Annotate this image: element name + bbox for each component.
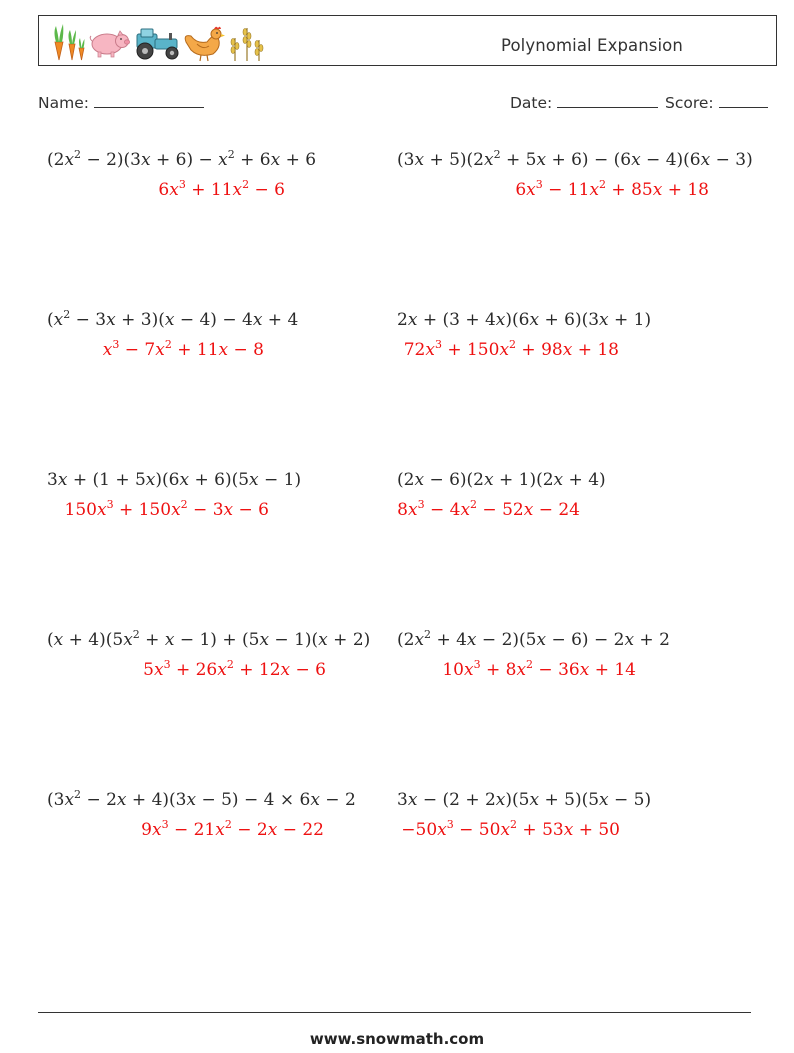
math-exponent: 2 <box>226 658 234 671</box>
math-text: − 8 <box>228 340 264 360</box>
math-text: + 4 <box>262 310 299 330</box>
math-text: − 2)(5 <box>476 630 537 650</box>
math-variable: x <box>599 310 609 330</box>
math-variable: x <box>516 660 527 680</box>
math-variable: x <box>624 630 635 650</box>
math-variable: x <box>153 660 164 680</box>
math-exponent: 3 <box>535 178 543 191</box>
math-text: − 2 <box>81 790 117 810</box>
math-text: − 2)(3 <box>81 150 141 170</box>
math-exponent: 3 <box>112 338 120 351</box>
math-text: + 11 <box>185 180 233 200</box>
math-exponent: 3 <box>161 818 169 831</box>
problem-9-question <box>47 790 356 810</box>
math-text: (2 <box>397 630 415 650</box>
math-variable: x <box>553 470 564 490</box>
farm-clipart <box>45 20 269 63</box>
math-exponent: 2 <box>180 498 188 511</box>
math-text: − 2 <box>319 790 356 810</box>
math-text: (2 <box>47 150 65 170</box>
math-exponent: 2 <box>242 178 250 191</box>
problem-3-answer <box>103 340 264 360</box>
math-text: + 1) <box>608 310 652 330</box>
math-text: − 6)(2 <box>424 470 484 490</box>
math-variable: x <box>495 790 506 810</box>
math-text: 150 <box>64 500 97 520</box>
math-variable: x <box>171 500 181 520</box>
math-variable: x <box>466 630 477 650</box>
math-variable: x <box>414 630 425 650</box>
name-field <box>38 93 204 112</box>
hen-icon <box>185 27 225 61</box>
math-text: − 50 <box>453 820 501 840</box>
math-text: + 6 <box>280 150 317 170</box>
math-text: − 5) <box>608 790 652 810</box>
math-variable: x <box>106 310 116 330</box>
problem-2-answer <box>515 180 709 200</box>
math-text: −50 <box>401 820 438 840</box>
math-text: )(6 <box>155 470 180 490</box>
date-blank[interactable] <box>557 93 658 108</box>
math-text: − 2 <box>231 820 268 840</box>
problem-1-answer <box>158 180 285 200</box>
math-variable: x <box>169 180 179 200</box>
math-text: 2 <box>397 310 408 330</box>
math-variable: x <box>425 340 435 360</box>
math-text: + 6)(3 <box>539 310 600 330</box>
problem-1-question <box>47 150 316 170</box>
math-text: + 6)(5 <box>189 470 250 490</box>
math-text: + 2) <box>327 630 371 650</box>
math-text: − 6 <box>290 660 326 680</box>
math-text: + 8 <box>480 660 517 680</box>
math-text: − 36 <box>533 660 580 680</box>
math-text: + 6) − (6 <box>546 150 632 170</box>
math-text: − 5) − 4 × 6 <box>196 790 311 810</box>
math-text: (3 <box>47 790 65 810</box>
math-variable: x <box>164 310 175 330</box>
math-variable: x <box>500 820 511 840</box>
math-text: 9 <box>141 820 152 840</box>
math-variable: x <box>64 790 75 810</box>
math-variable: x <box>270 150 281 170</box>
math-variable: x <box>495 310 506 330</box>
math-variable: x <box>249 470 259 490</box>
math-text: + 6 <box>234 150 271 170</box>
math-text: − 6) − 2 <box>546 630 625 650</box>
math-text: + 1)(2 <box>493 470 554 490</box>
math-text: ( <box>47 630 54 650</box>
problem-6-question <box>397 470 606 490</box>
math-variable: x <box>529 790 540 810</box>
math-variable: x <box>599 790 609 810</box>
math-variable: x <box>460 500 471 520</box>
tractor-icon <box>137 29 178 59</box>
math-variable: x <box>652 180 663 200</box>
math-variable: x <box>484 150 494 170</box>
math-text: 5 <box>143 660 154 680</box>
math-exponent: 2 <box>599 178 607 191</box>
math-text: + (1 + 5 <box>67 470 146 490</box>
problem-8-question <box>397 630 670 650</box>
math-variable: x <box>223 500 234 520</box>
math-exponent: 3 <box>163 658 171 671</box>
score-field <box>665 93 768 112</box>
math-variable: x <box>145 470 156 490</box>
math-text: + 3)( <box>115 310 165 330</box>
footer-url: www.snowmath.com <box>309 1030 485 1048</box>
problem-7-answer <box>143 660 326 680</box>
math-text: − 4)(6 <box>640 150 701 170</box>
problem-4-answer <box>404 340 619 360</box>
math-exponent: 3 <box>446 818 454 831</box>
math-variable: x <box>407 500 418 520</box>
score-blank[interactable] <box>719 93 768 108</box>
problem-3-question <box>47 310 298 330</box>
problem-10-answer <box>401 820 620 840</box>
math-exponent: 3 <box>417 498 425 511</box>
math-text: − 6 <box>233 500 269 520</box>
problem-9-answer <box>141 820 324 840</box>
math-text: − 11 <box>542 180 590 200</box>
math-text: − 1) <box>258 470 302 490</box>
math-text: )(6 <box>505 310 530 330</box>
math-text: + 85 <box>606 180 653 200</box>
math-text: − 24 <box>533 500 580 520</box>
math-text: + 5)(2 <box>424 150 484 170</box>
math-variable: x <box>437 820 447 840</box>
math-text: )(5 <box>505 790 530 810</box>
math-variable: x <box>562 340 573 360</box>
math-text: 6 <box>158 180 170 200</box>
math-variable: x <box>179 470 190 490</box>
problem-5-question <box>47 470 301 490</box>
math-text: − 3 <box>70 310 107 330</box>
problem-5-answer <box>65 500 269 520</box>
math-exponent: 3 <box>473 658 481 671</box>
math-variable: x <box>215 820 225 840</box>
math-text: − 3) <box>710 150 753 170</box>
math-variable: x <box>116 790 127 810</box>
math-variable: x <box>259 630 270 650</box>
problem-4-question <box>397 310 651 330</box>
math-text: − (2 + 2 <box>417 790 496 810</box>
math-text: + (3 + 4 <box>417 310 496 330</box>
math-variable: x <box>579 660 590 680</box>
math-text: + 26 <box>170 660 218 680</box>
math-variable: x <box>631 150 641 170</box>
math-exponent: 3 <box>106 498 114 511</box>
math-exponent: 2 <box>424 628 432 641</box>
math-variable: x <box>232 180 243 200</box>
date-field <box>510 93 658 112</box>
worksheet-header <box>38 15 777 66</box>
math-text: 3 <box>47 470 58 490</box>
math-variable: x <box>407 310 418 330</box>
math-variable: x <box>526 180 536 200</box>
math-variable: x <box>414 470 425 490</box>
math-text: − 7 <box>119 340 156 360</box>
math-exponent: 2 <box>493 148 501 161</box>
math-variable: x <box>53 630 64 650</box>
math-variable: x <box>218 340 229 360</box>
math-text: + 11 <box>171 340 219 360</box>
math-text: 3 <box>397 790 408 810</box>
math-variable: x <box>102 340 113 360</box>
math-text: − 52 <box>477 500 524 520</box>
math-variable: x <box>529 310 540 330</box>
math-exponent: 2 <box>164 338 172 351</box>
math-variable: x <box>123 630 133 650</box>
math-variable: x <box>151 820 162 840</box>
math-text: + 150 <box>441 340 500 360</box>
name-label: Name: <box>38 94 89 112</box>
math-variable: x <box>589 180 600 200</box>
math-text: − 3 <box>187 500 224 520</box>
math-variable: x <box>536 630 547 650</box>
math-variable: x <box>96 500 107 520</box>
math-variable: x <box>463 660 474 680</box>
math-text: + 50 <box>573 820 620 840</box>
problem-8-answer <box>442 660 636 680</box>
math-variable: x <box>280 660 291 680</box>
math-variable: x <box>57 470 68 490</box>
math-text: + 14 <box>589 660 636 680</box>
math-exponent: 2 <box>224 818 232 831</box>
math-variable: x <box>155 340 165 360</box>
math-text: − 21 <box>168 820 216 840</box>
math-exponent: 2 <box>74 148 82 161</box>
math-text: 8 <box>397 500 408 520</box>
math-text: − 22 <box>277 820 324 840</box>
math-text: + 18 <box>662 180 709 200</box>
math-variable: x <box>499 340 510 360</box>
worksheet-title: Polynomial Expansion <box>501 36 683 55</box>
math-exponent: 2 <box>74 788 82 801</box>
math-text: + 4 <box>431 630 467 650</box>
math-variable: x <box>563 820 574 840</box>
footer-divider <box>38 1012 751 1013</box>
math-variable: x <box>53 310 64 330</box>
pig-icon <box>90 31 129 57</box>
math-text: − 1) + (5 <box>174 630 260 650</box>
math-text: − 1)( <box>269 630 319 650</box>
math-text: + 4)(3 <box>126 790 187 810</box>
math-variable: x <box>267 820 278 840</box>
math-text: + 5)(5 <box>539 790 600 810</box>
math-text: + 98 <box>516 340 563 360</box>
math-text: + 18 <box>572 340 619 360</box>
math-exponent: 3 <box>434 338 442 351</box>
math-variable: x <box>252 310 263 330</box>
math-variable: x <box>318 630 328 650</box>
math-variable: x <box>218 150 228 170</box>
math-exponent: 2 <box>63 308 71 321</box>
math-variable: x <box>523 500 534 520</box>
math-exponent: 2 <box>510 818 518 831</box>
math-variable: x <box>536 150 547 170</box>
math-variable: x <box>141 150 151 170</box>
math-text: + 4) <box>563 470 606 490</box>
math-text: − 4) − 4 <box>174 310 253 330</box>
math-variable: x <box>186 790 197 810</box>
math-exponent: 2 <box>227 148 235 161</box>
date-label: Date: <box>510 94 553 112</box>
math-text: 10 <box>442 660 464 680</box>
problem-2-question <box>397 150 753 170</box>
problem-6-answer <box>397 500 580 520</box>
math-text: ( <box>47 310 54 330</box>
problem-10-question <box>397 790 651 810</box>
math-text: + 6) − <box>150 150 219 170</box>
math-variable: x <box>484 470 494 490</box>
problem-7-question <box>47 630 370 650</box>
math-exponent: 2 <box>509 338 517 351</box>
math-text: + 5 <box>500 150 537 170</box>
math-exponent: 2 <box>132 628 140 641</box>
math-variable: x <box>414 150 425 170</box>
math-text: + 53 <box>517 820 564 840</box>
math-variable: x <box>64 150 75 170</box>
math-text: + 2 <box>634 630 670 650</box>
math-exponent: 2 <box>470 498 478 511</box>
math-exponent: 2 <box>526 658 534 671</box>
math-text: + 4)(5 <box>63 630 124 650</box>
math-variable: x <box>310 790 320 810</box>
math-text: 72 <box>403 340 426 360</box>
math-text: − 6 <box>249 180 285 200</box>
math-text: + 12 <box>233 660 281 680</box>
math-text: − 4 <box>424 500 461 520</box>
name-blank[interactable] <box>94 93 204 108</box>
carrots-icon <box>55 24 85 60</box>
wheat-icon <box>231 28 263 61</box>
math-exponent: 3 <box>178 178 186 191</box>
math-text: (3 <box>397 150 415 170</box>
math-text: (2 <box>397 470 415 490</box>
math-text: + 150 <box>113 500 172 520</box>
math-text: + <box>139 630 165 650</box>
math-variable: x <box>407 790 418 810</box>
score-label: Score: <box>665 94 714 112</box>
math-variable: x <box>700 150 711 170</box>
math-text: 6 <box>515 180 527 200</box>
math-variable: x <box>164 630 175 650</box>
math-variable: x <box>217 660 227 680</box>
